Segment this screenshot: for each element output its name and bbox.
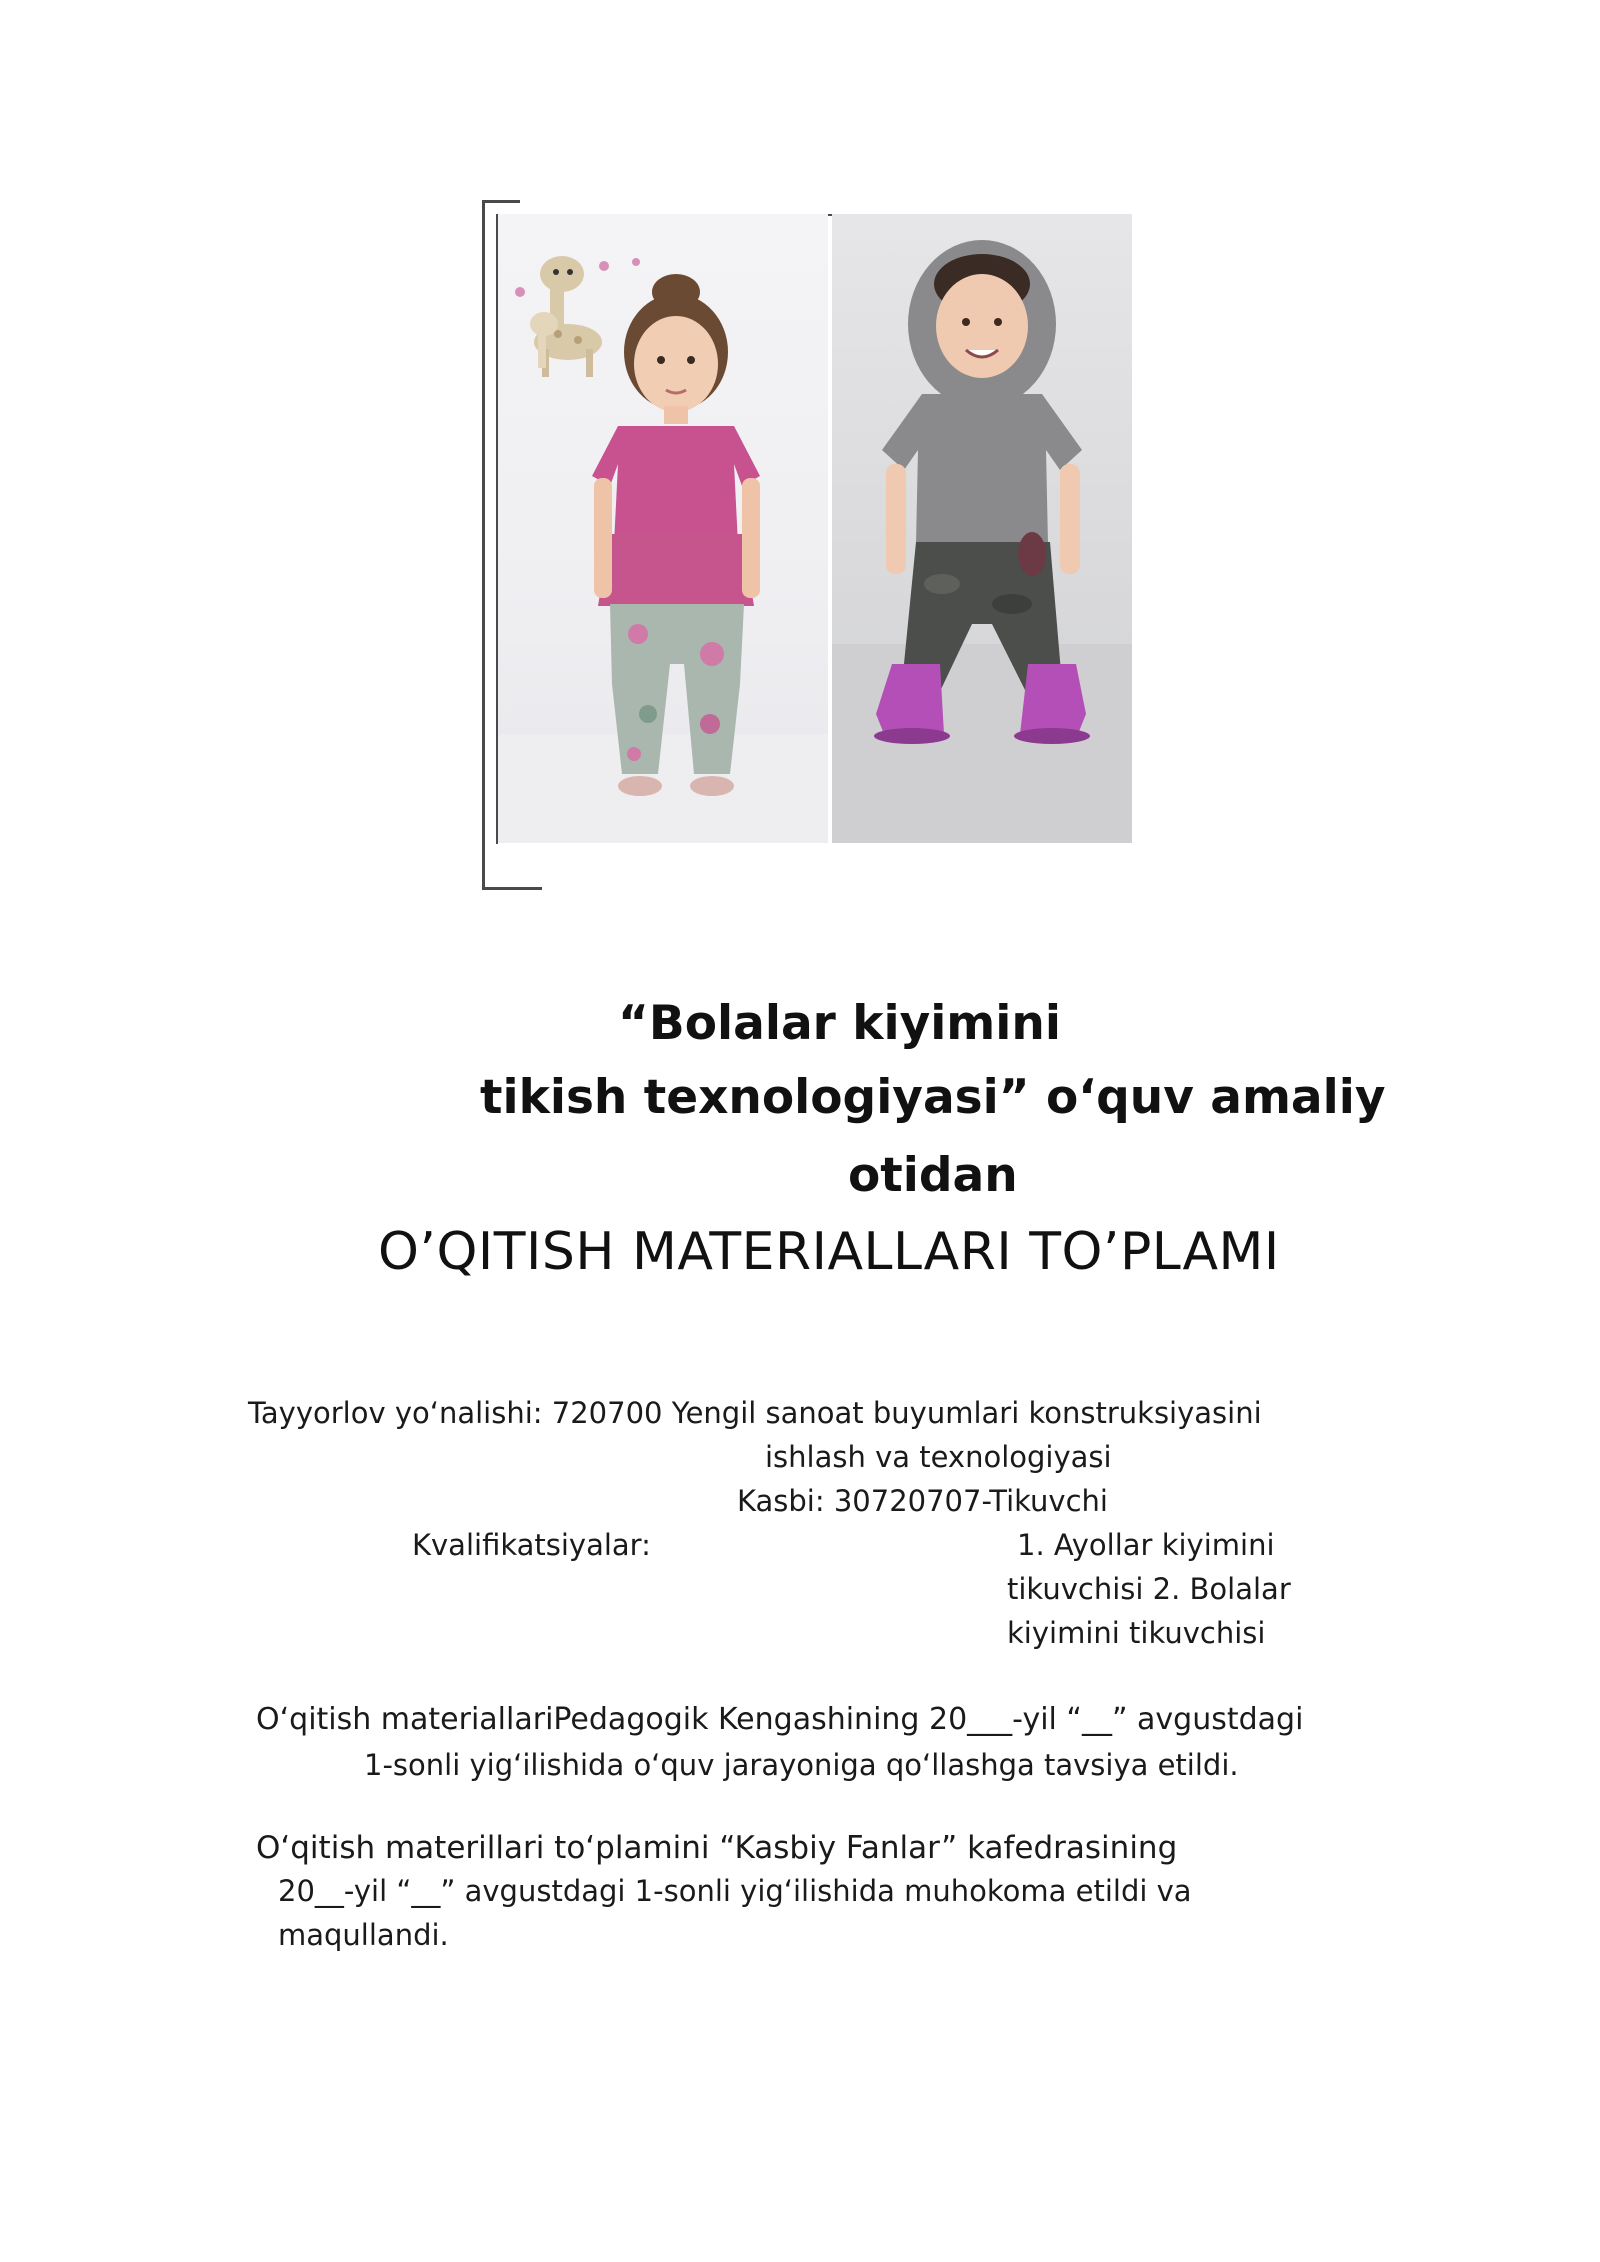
department-approval-line-2: 20__-yil “__” avgustdagi 1-sonli yig‘ilishida muhokoma etildi va bbox=[278, 1874, 1192, 1908]
girl-photo bbox=[498, 214, 828, 843]
profession: Kasbi: 30720707-Tikuvchi bbox=[737, 1484, 1108, 1518]
qualification-line-1: 1. Ayollar kiyimini bbox=[1017, 1528, 1275, 1562]
qualifications-label: Kvalifikatsiyalar: bbox=[412, 1528, 651, 1562]
direction-line-1: Tayyorlov yo‘nalishi: 720700 Yengil sanoat buyumlari konstruksiyasini bbox=[248, 1396, 1262, 1430]
qualification-line-2: tikuvchisi 2. Bolalar bbox=[1007, 1572, 1291, 1606]
department-approval-line-3: maqullandi. bbox=[278, 1918, 449, 1952]
giraffe-decoration-icon bbox=[515, 256, 640, 377]
title-line-2: tikish texnologiyasi” o‘quv amaliy bbox=[480, 1070, 1386, 1125]
title-line-3: otidan bbox=[848, 1148, 1018, 1203]
direction-line-2: ishlash va texnologiyasi bbox=[765, 1440, 1112, 1474]
qualification-line-3: kiyimini tikuvchisi bbox=[1007, 1616, 1266, 1650]
frame-left-border bbox=[482, 200, 485, 890]
department-approval-line-1: O‘qitish materillari to‘plamini “Kasbiy Fanlar” kafedrasining bbox=[256, 1830, 1178, 1866]
boy-photo bbox=[832, 214, 1132, 843]
council-approval-line-1: O‘qitish materiallariPedagogik Kengashining 20___-yil “__” avgustdagi bbox=[256, 1702, 1304, 1737]
frame-bottom-bracket bbox=[482, 887, 542, 890]
girl-illustration bbox=[498, 214, 828, 843]
title-line-1: “Bolalar kiyimini bbox=[618, 996, 1061, 1051]
boy-illustration bbox=[832, 214, 1132, 843]
document-subtitle: O’QITISH MATERIALLARI TO’PLAMI bbox=[378, 1222, 1280, 1282]
council-approval-line-2: 1-sonli yig‘ilishida o‘quv jarayoniga qo‘llashga tavsiya etildi. bbox=[364, 1748, 1239, 1782]
frame-top-bracket bbox=[482, 200, 520, 203]
